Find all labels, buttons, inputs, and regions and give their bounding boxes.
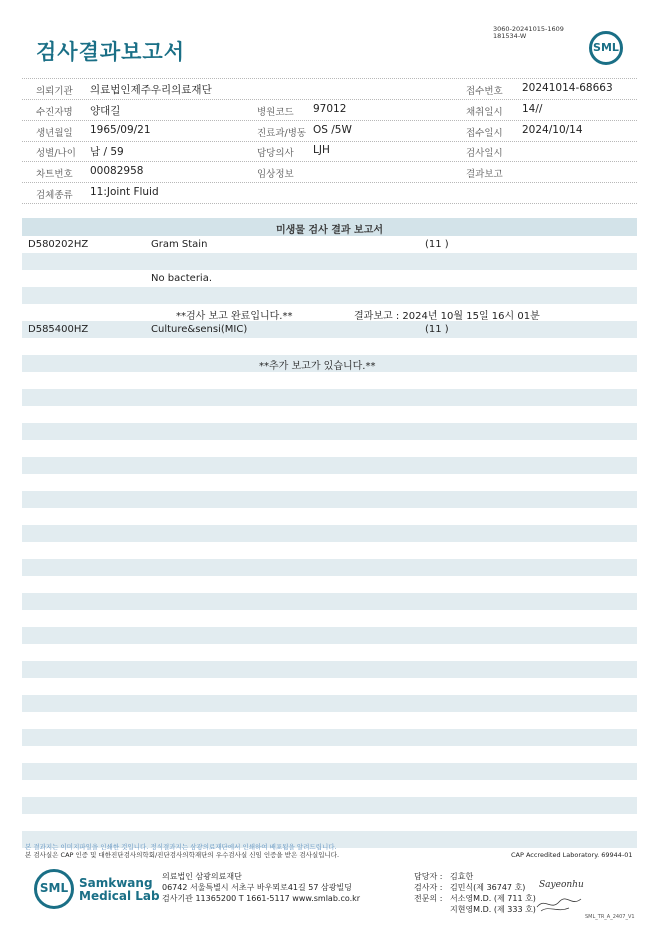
report-code-line1: 3060-20241015-1609 [493, 25, 564, 33]
dept-value: OS /5W [313, 124, 352, 136]
receipt-no-value: 20241014-68663 [522, 82, 613, 94]
receipt-date-value: 2024/10/14 [522, 124, 583, 136]
stripe [22, 525, 637, 542]
stripe [22, 253, 637, 270]
sml-logo-icon: SML [589, 31, 623, 65]
divider [22, 141, 637, 142]
test-result: No bacteria. [151, 273, 213, 284]
specialist-value-2: 지현영M.D. (제 333 호) [450, 905, 536, 914]
test-name: Culture&sensi(MIC) [151, 324, 248, 335]
collect-date-label: 채취일시 [466, 107, 503, 118]
chart-no-label: 차트번호 [36, 169, 73, 180]
birth-value: 1965/09/21 [90, 124, 151, 136]
stripe [22, 797, 637, 814]
stripe [22, 627, 637, 644]
test-date-label: 검사일시 [466, 148, 503, 159]
stripe [22, 661, 637, 678]
report-time: 결과보고 : 2024년 10월 15일 16시 01분 [354, 311, 540, 322]
org-contact: 검사기관 11365200 T 1661-5117 www.smlab.co.kr [162, 894, 361, 903]
results-section-title: 미생물 검사 결과 보고서 [275, 225, 384, 236]
additional-report-message: **추가 보고가 있습니다.** [259, 361, 376, 372]
stripe [22, 593, 637, 610]
stripe [22, 287, 637, 304]
form-code: SML_TR_A_2407_V1 [585, 914, 635, 920]
specialist-signature-icon [535, 893, 585, 915]
result-report-label: 결과보고 [466, 169, 503, 180]
sml-logo-icon: SML [34, 869, 74, 909]
tester-value: 김민식(제 36747 호) [450, 883, 526, 892]
stripe [22, 559, 637, 576]
stripe [22, 491, 637, 508]
divider [22, 99, 637, 100]
divider [22, 120, 637, 121]
doctor-label: 담당의사 [257, 148, 294, 159]
stripe [22, 457, 637, 474]
requester-label: 의뢰기관 [36, 86, 73, 97]
chart-no-value: 00082958 [90, 165, 144, 177]
patient-name-value: 양대길 [90, 105, 121, 117]
report-complete-message: **검사 보고 완료입니다.** [176, 311, 293, 322]
divider [22, 78, 637, 79]
collect-date-value: 14// [522, 103, 543, 115]
stripe [22, 321, 637, 338]
specialist-value-1: 서소영M.D. (제 711 호) [450, 894, 536, 903]
test-count: (11 ) [425, 239, 449, 250]
dept-label: 진료과/병동 [257, 128, 307, 139]
certification-notice: 본 검사실은 CAP 인증 및 대한진단검사의학회/진단검사의학재단의 우수검사실 신임 인증을 받은 검사실입니다. [25, 851, 340, 859]
specialist-label: 전문의 : [414, 894, 443, 903]
stripe [22, 763, 637, 780]
divider [22, 161, 637, 162]
divider [22, 203, 637, 204]
receipt-date-label: 접수일시 [466, 128, 503, 139]
stripe [22, 695, 637, 712]
lab-name-line2: Medical Lab [79, 889, 160, 903]
page-title: 검사결과보고서 [36, 40, 186, 64]
org-name: 의료법인 삼광의료재단 [162, 872, 242, 881]
hospital-code-value: 97012 [313, 103, 347, 115]
cap-accreditation: CAP Accredited Laboratory. 69944-01 [511, 851, 633, 859]
stripe [22, 389, 637, 406]
specimen-label: 검체종류 [36, 190, 73, 201]
org-address: 06742 서울특별시 서초구 바우뫼로41길 57 삼광빌딩 [162, 883, 352, 892]
staff-label: 담당자 : [414, 872, 443, 881]
doctor-value: LJH [313, 144, 330, 156]
hospital-code-label: 병원코드 [257, 107, 294, 118]
test-code: D580202HZ [28, 239, 89, 250]
lab-name-line1: Samkwang [79, 876, 153, 890]
report-code-line2: 181534-W [493, 32, 527, 40]
requester-value: 의료법인제주우리의료재단 [90, 84, 212, 96]
tester-signature: Sayeonhu [539, 880, 584, 890]
birth-label: 생년월일 [36, 128, 73, 139]
specimen-value: 11:Joint Fluid [90, 186, 159, 198]
test-name: Gram Stain [151, 239, 208, 250]
divider [22, 182, 637, 183]
test-code: D585400HZ [28, 324, 89, 335]
receipt-no-label: 접수번호 [466, 86, 503, 97]
patient-name-label: 수진자명 [36, 107, 73, 118]
stripe [22, 423, 637, 440]
sex-age-value: 남 / 59 [90, 146, 124, 158]
sex-age-label: 성별/나이 [36, 148, 76, 159]
tester-label: 검사자 : [414, 883, 443, 892]
image-copy-notice: 본 결과지는 이미지파일을 인쇄한 것입니다. 정식결과지는 삼광의료재단에서 인쇄하여 배포됨을 알려드립니다. [25, 843, 337, 851]
stripe [22, 729, 637, 746]
staff-value: 김효한 [450, 872, 474, 881]
clinical-info-label: 임상정보 [257, 169, 294, 180]
test-count: (11 ) [425, 324, 449, 335]
